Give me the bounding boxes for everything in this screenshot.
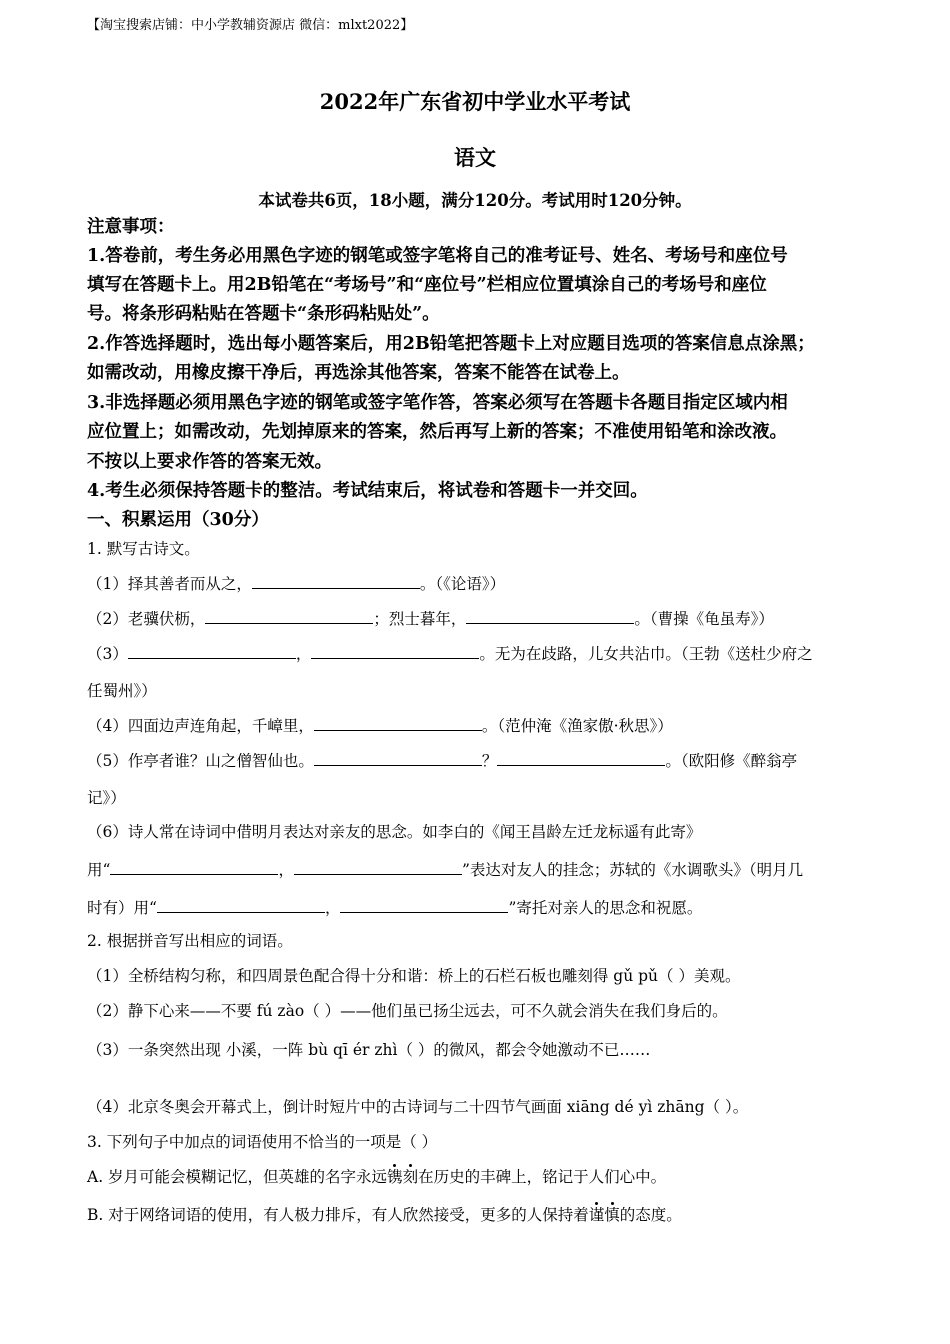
question-3-stem: 3. 下列句子中加点的词语使用不恰当的一项是（ ） [87, 1133, 438, 1151]
q3-option-b[interactable]: B. 对于网络词语的使用，有人极力排斥，有人欣然接受，更多的人保持着谨慎的态度。 [87, 1206, 682, 1224]
note-line: 3.非选择题必须用黑色字迹的钢笔或签字笔作答，答案必须写在答题卡各题目指定区域内相 [87, 393, 788, 413]
answer-blank[interactable] [110, 859, 278, 875]
q1-item-3-cont: 任蜀州》） [87, 682, 157, 700]
answer-blank[interactable] [128, 643, 296, 659]
q1-item-5: （5）作亭者谁？山之僧智仙也。 ？ 。（欧阳修《醉翁亭 [87, 752, 798, 770]
answer-blank[interactable] [157, 897, 325, 913]
dotted-char: 慎 [604, 1206, 620, 1224]
question-1-stem: 1. 默写古诗文。 [87, 540, 200, 558]
exam-title: 2022年广东省初中学业水平考试 [319, 89, 631, 114]
answer-blank[interactable] [340, 897, 508, 913]
q2-item-2: （2）静下心来——不要 fú zào（ ）——他们虽已扬尘远去，可不久就会消失在我们身后的。 [87, 1002, 728, 1020]
header-note: 【淘宝搜索店铺：中小学教辅资源店 微信：mlxt2022】 [87, 18, 414, 33]
answer-blank[interactable] [252, 573, 420, 589]
answer-blank[interactable] [311, 643, 479, 659]
dotted-char: 谨 [588, 1206, 605, 1224]
q1-item-6: （6）诗人常在诗词中借明月表达对亲友的思念。如李白的《闻王昌龄左迁龙标遥有此寄》 [87, 823, 702, 841]
q1-item-5-cont: 记》） [87, 789, 126, 807]
answer-blank[interactable] [294, 859, 462, 875]
q1-item-1: （1）择其善者而从之， 。（《论语》） [87, 575, 506, 593]
note-line: 2.作答选择题时，选出每小题答案后，用2B铅笔把答题卡上对应题目选项的答案信息点涂黑； [87, 334, 815, 354]
subject-title: 语文 [454, 145, 496, 170]
dotted-char: 镌 [387, 1168, 403, 1186]
note-line: 4.考生必须保持答题卡的整洁。考试结束后，将试卷和答题卡一并交回。 [87, 481, 648, 501]
answer-blank[interactable] [466, 608, 634, 624]
q3-option-a[interactable]: A. 岁月可能会模糊记忆，但英雄的名字永远镌刻在历史的丰碑上，铭记于人们心中。 [87, 1168, 667, 1186]
note-line: 应位置上；如需改动，先划掉原来的答案，然后再写上新的答案；不准使用铅笔和涂改液。 [87, 422, 787, 442]
note-line: 如需改动，用橡皮擦干净后，再选涂其他答案，答案不能答在试卷上。 [87, 363, 630, 383]
answer-blank[interactable] [314, 715, 482, 731]
note-line: 1.答卷前，考生务必用黑色字迹的钢笔或签字笔将自己的准考证号、姓名、考场号和座位号 [87, 246, 788, 266]
note-line: 号。将条形码粘贴在答题卡“条形码粘贴处”。 [87, 304, 440, 324]
note-line: 填写在答题卡上。用2B铅笔在“考场号”和“座位号”栏相应位置填涂自己的考场号和座位 [87, 275, 767, 295]
answer-blank[interactable] [205, 608, 373, 624]
q1-item-6-line2: 用“ ， ”表达对友人的挂念；苏轼的《水调歌头》（明月几 [87, 861, 804, 879]
q1-item-3: （3） ， 。无为在歧路，儿女共沾巾。（王勃《送杜少府之 [87, 645, 813, 663]
answer-blank[interactable] [497, 750, 665, 766]
question-2-stem: 2. 根据拼音写出相应的词语。 [87, 932, 293, 950]
note-line: 不按以上要求作答的答案无效。 [87, 452, 332, 472]
q2-item-3: （3）一条突然出现 小溪，一阵 bù qī ér zhì（ ）的微风，都会令她激动不已…… [87, 1041, 651, 1059]
section-heading: 一、积累运用（30分） [87, 510, 269, 530]
q1-item-4: （4）四面边声连角起，千嶂里， 。（范仲淹《渔家傲·秋思》） [87, 717, 673, 735]
answer-blank[interactable] [314, 750, 482, 766]
exam-info: 本试卷共6页，18小题，满分120分。考试用时120分钟。 [258, 191, 692, 210]
q2-item-1: （1）全桥结构匀称，和四周景色配合得十分和谐：桥上的石栏石板也雕刻得 gǔ pǔ（ ）美观。 [87, 967, 741, 985]
q2-item-4: （4）北京冬奥会开幕式上，倒计时短片中的古诗词与二十四节气画面 xiāng dé yì zhāng（ ）。 [87, 1098, 749, 1116]
notes-heading: 注意事项： [87, 217, 175, 237]
dotted-char: 刻 [402, 1168, 419, 1186]
q1-item-6-line3: 时有）用“ ， ”寄托对亲人的思念和祝愿。 [87, 899, 703, 917]
q1-item-2: （2）老骥伏枥， ；烈士暮年， 。（曹操《龟虽寿》） [87, 610, 774, 628]
